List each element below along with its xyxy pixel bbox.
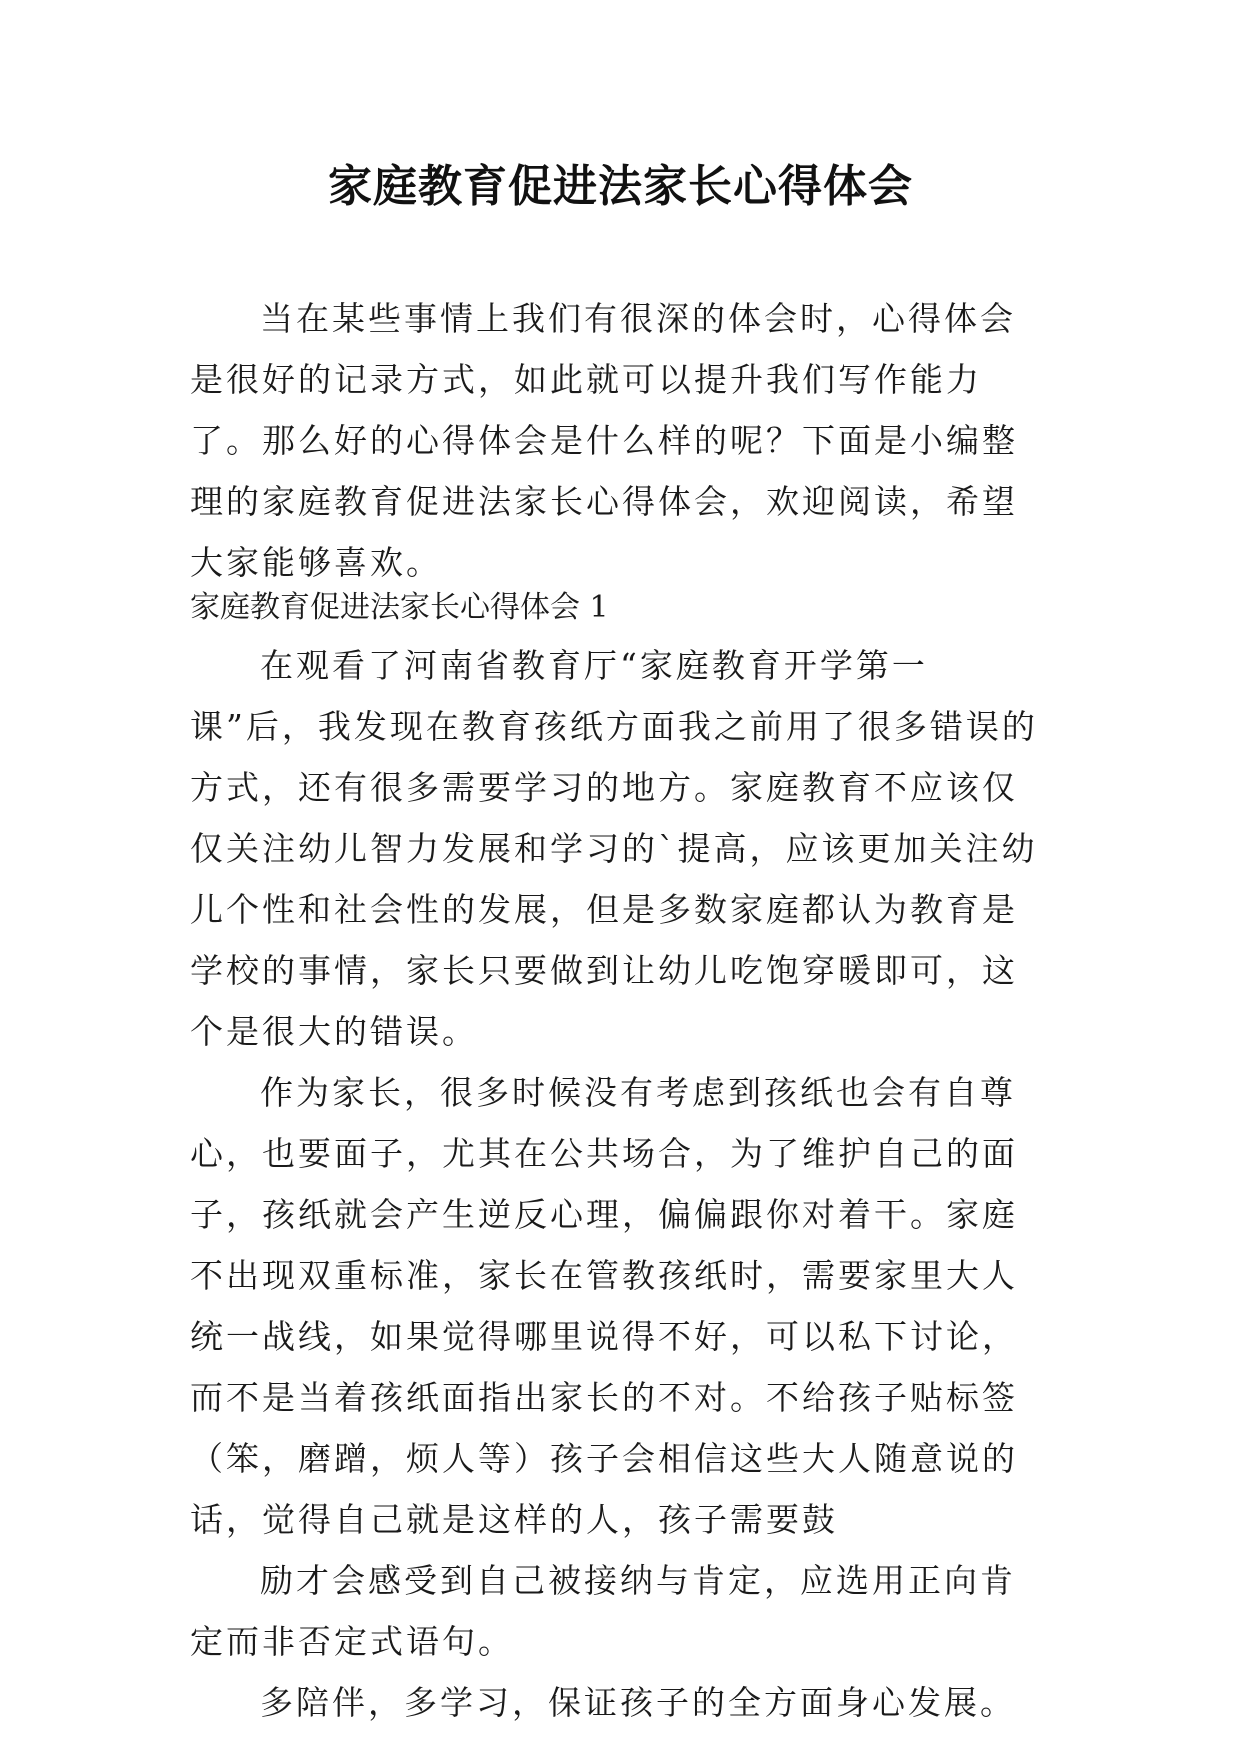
paragraph-1: 在观看了河南省教育厅“家庭教育开学第一课”后，我发现在教育孩纸方面我之前用了很多错误的方式，还有很多需要学习的地方。家庭教育不应该仅仅关注幼儿智力发展和学习的`提高，应该更加关注幼儿个性和社会性的发展，但是多数家庭都认为教育是学校的事情，家长只要做到让幼儿吃饱穿暖即可，这个是很大的错误。: [190, 646, 1038, 1051]
paragraph-2: 作为家长，很多时候没有考虑到孩纸也会有自尊心，也要面子，尤其在公共场合，为了维护自己的面子，孩纸就会产生逆反心理，偏偏跟你对着干。家庭不出现双重标准，家长在管教孩纸时，需要家里大人统一战线，如果觉得哪里说得不好，可以私下讨论，而不是当着孩纸面指出家长的不对。不给孩子贴标签（笨，磨蹭，烦人等）孩子会相信这些大人随意说的话，觉得自己就是这样的人，孩子需要鼓: [190, 1073, 1018, 1539]
document-title: 家庭教育促进法家长心得体会: [328, 161, 913, 212]
section-heading: 家庭教育促进法家长心得体会 1: [190, 590, 609, 625]
intro-paragraph: 当在某些事情上我们有很深的体会时，心得体会是很好的记录方式，如此就可以提升我们写作能力了。那么好的心得体会是什么样的呢？下面是小编整理的家庭教育促进法家长心得体会，欢迎阅读，希望大家能够喜欢。: [190, 299, 1018, 582]
paragraph-4: 多陪伴，多学习，保证孩子的全方面身心发展。: [260, 1683, 1016, 1722]
paragraph-3: 励才会感受到自己被接纳与肯定，应选用正向肯定而非否定式语句。: [190, 1561, 1016, 1661]
section-content: [190, 635, 1050, 1733]
